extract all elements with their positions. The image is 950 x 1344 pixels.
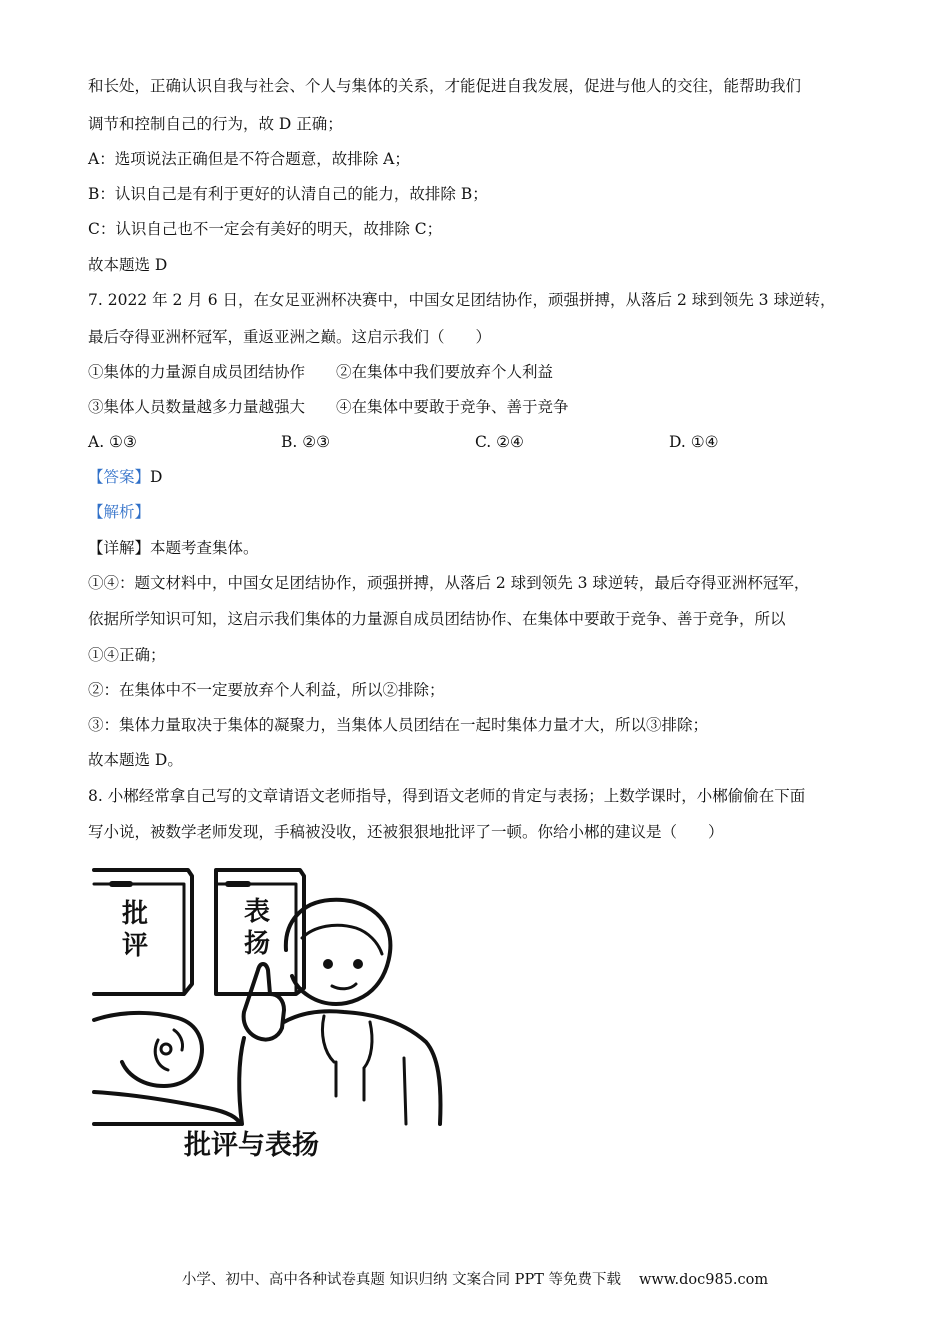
text-line: ①④正确； bbox=[88, 646, 166, 664]
text-line: B：认识自己是有利于更好的认清自己的能力，故排除 B； bbox=[88, 185, 488, 203]
text-line: 故本题选 D。 bbox=[88, 751, 183, 769]
book-label-yang: 扬 bbox=[244, 929, 271, 959]
text-line: 和长处，正确认识自我与社会、个人与集体的关系，才能促进自我发展，促进与他人的交往，能帮助我们 bbox=[88, 77, 802, 95]
question-7-stem: 7. 2022 年 2 月 6 日，在女足亚洲杯决赛中，中国女足团结协作，顽强拼搏，从落后 2 球到领先 3 球逆转， bbox=[88, 291, 836, 309]
answer-tag: 【答案】 bbox=[88, 468, 151, 486]
question-7-statement: ③集体人员数量越多力量越强大 ④在集体中要敢于竞争、善于竞争 bbox=[88, 398, 569, 416]
text-line: 调节和控制自己的行为，故 D 正确； bbox=[88, 115, 343, 133]
option-b: B. ②③ bbox=[281, 433, 331, 451]
book-label-ping: 评 bbox=[122, 931, 149, 961]
text-line: C：认识自己也不一定会有美好的明天，故排除 C； bbox=[88, 220, 443, 238]
text-line: 故本题选 D bbox=[88, 256, 168, 274]
question-7-statement: ①集体的力量源自成员团结协作 ②在集体中我们要放弃个人利益 bbox=[88, 363, 554, 381]
question-8-stem: 写小说，被数学老师发现，手稿被没收，还被狠狠地批评了一顿。你给小郴的建议是（ ） bbox=[88, 823, 724, 841]
criticism-praise-illustration bbox=[88, 862, 448, 1162]
question-7-stem: 最后夺得亚洲杯冠军，重返亚洲之巅。这启示我们（ ） bbox=[88, 328, 492, 346]
analysis-tag: 【解析】 bbox=[88, 503, 151, 521]
text-line: ③：集体力量取决于集体的凝聚力，当集体人员团结在一起时集体力量才大，所以③排除； bbox=[88, 716, 709, 734]
footer-text: 小学、初中、高中各种试卷真题 知识归纳 文案合同 PPT 等免费下载 bbox=[181, 1272, 621, 1288]
text-line: 依据所学知识可知，这启示我们集体的力量源自成员团结协作、在集体中要敢于竞争、善于竞争，所以 bbox=[88, 610, 786, 628]
footer-url: www.doc985.com bbox=[638, 1272, 769, 1288]
option-d: D. ①④ bbox=[669, 433, 719, 451]
book-label-biao: 表 bbox=[244, 897, 271, 927]
page-footer bbox=[0, 1270, 950, 1290]
option-a: A. ①③ bbox=[88, 433, 137, 451]
answer-line bbox=[88, 467, 162, 487]
text-line: ②：在集体中不一定要放弃个人利益，所以②排除； bbox=[88, 681, 445, 699]
option-c: C. ②④ bbox=[475, 433, 524, 451]
answer-value: D bbox=[150, 468, 163, 486]
text-line: ①④：题文材料中，中国女足团结协作，顽强拼搏，从落后 2 球到领先 3 球逆转，最后夺得亚洲杯冠军， bbox=[88, 574, 810, 592]
book-label-pi: 批 bbox=[122, 899, 149, 929]
figure-caption: 批评与表扬 bbox=[184, 1130, 319, 1161]
text-line: 【详解】本题考查集体。 bbox=[88, 539, 259, 557]
text-line: A：选项说法正确但是不符合题意，故排除 A； bbox=[88, 150, 410, 168]
question-8-stem: 8. 小郴经常拿自己写的文章请语文老师指导，得到语文老师的肯定与表扬；上数学课时，小郴偷偷在下面 bbox=[88, 787, 806, 805]
analysis-line bbox=[88, 502, 150, 522]
